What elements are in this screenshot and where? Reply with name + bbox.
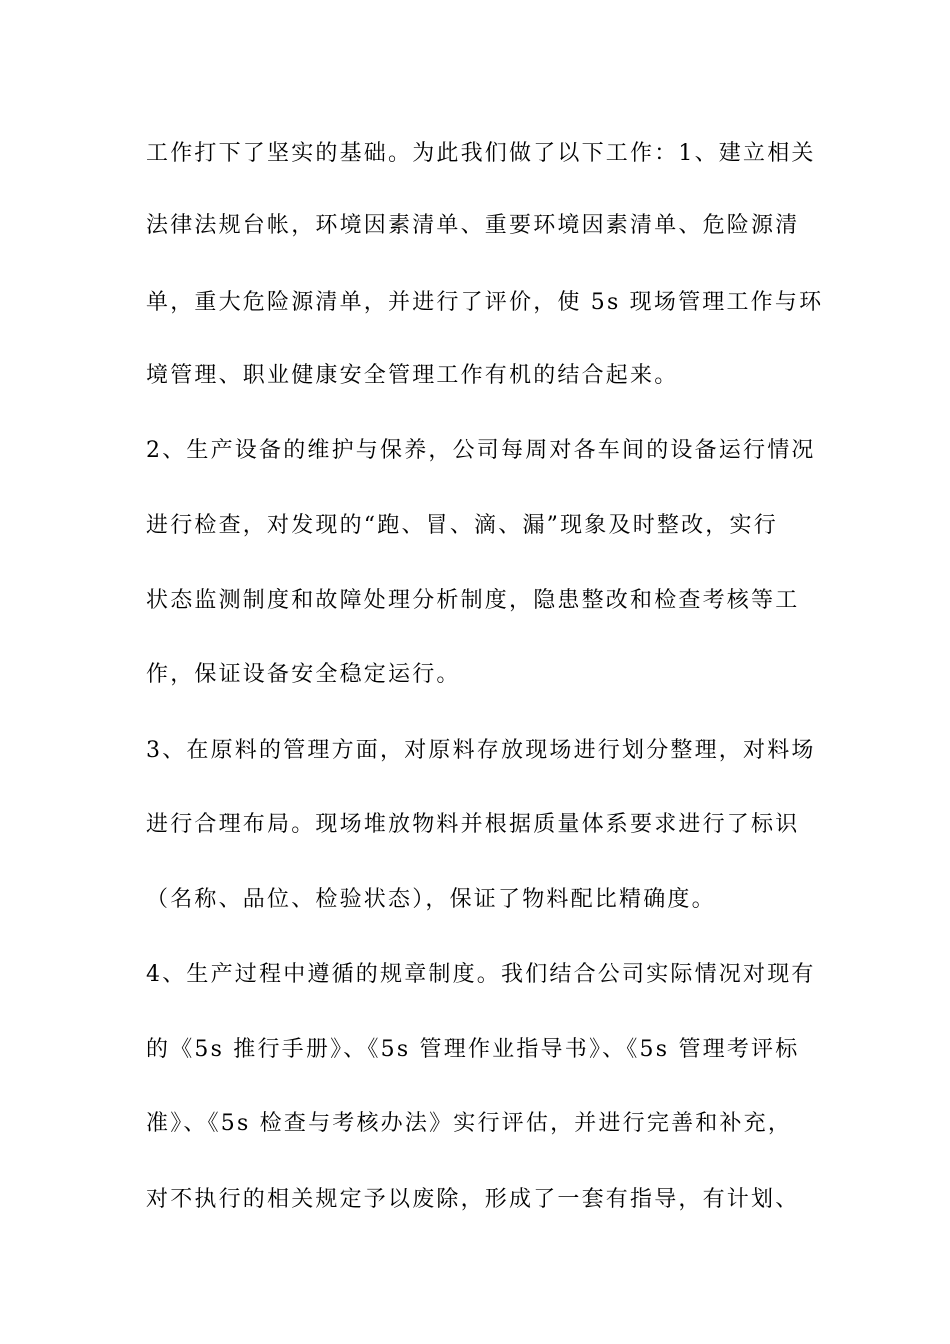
text-line: 境管理、职业健康安全管理工作有机的结合起来。 bbox=[146, 363, 679, 388]
text-line: 进行合理布局。现场堆放物料并根据质量体系要求进行了标识 bbox=[146, 812, 800, 837]
text-line: 的《5s 推行手册》、《5s 管理作业指导书》、《5s 管理考评标 bbox=[146, 1037, 800, 1062]
text-line: 2、生产设备的维护与保养，公司每周对各车间的设备运行情况 bbox=[146, 438, 816, 463]
text-line: 状态监测制度和故障处理分析制度，隐患整改和检查考核等工 bbox=[146, 588, 800, 613]
text-line: 对不执行的相关规定予以废除，形成了一套有指导，有计划、 bbox=[146, 1187, 800, 1212]
text-line: 法律法规台帐，环境因素清单、重要环境因素清单、危险源清 bbox=[146, 213, 800, 238]
text-line: 工作打下了坚实的基础。为此我们做了以下工作：1、建立相关 bbox=[146, 141, 816, 166]
text-line: 作，保证设备安全稳定运行。 bbox=[146, 662, 461, 687]
text-line: 准》、《5s 检查与考核办法》实行评估，并进行完善和补充， bbox=[146, 1111, 793, 1136]
text-line: 单，重大危险源清单，并进行了评价，使 5s 现场管理工作与环 bbox=[146, 290, 824, 315]
text-line: 进行检查，对发现的“跑、冒、滴、漏”现象及时整改，实行 bbox=[146, 513, 778, 538]
text-line: 3、在原料的管理方面，对原料存放现场进行划分整理，对料场 bbox=[146, 738, 816, 763]
text-line: （名称、品位、检验状态），保证了物料配比精确度。 bbox=[146, 887, 716, 912]
text-line: 4、生产过程中遵循的规章制度。我们结合公司实际情况对现有 bbox=[146, 962, 816, 987]
